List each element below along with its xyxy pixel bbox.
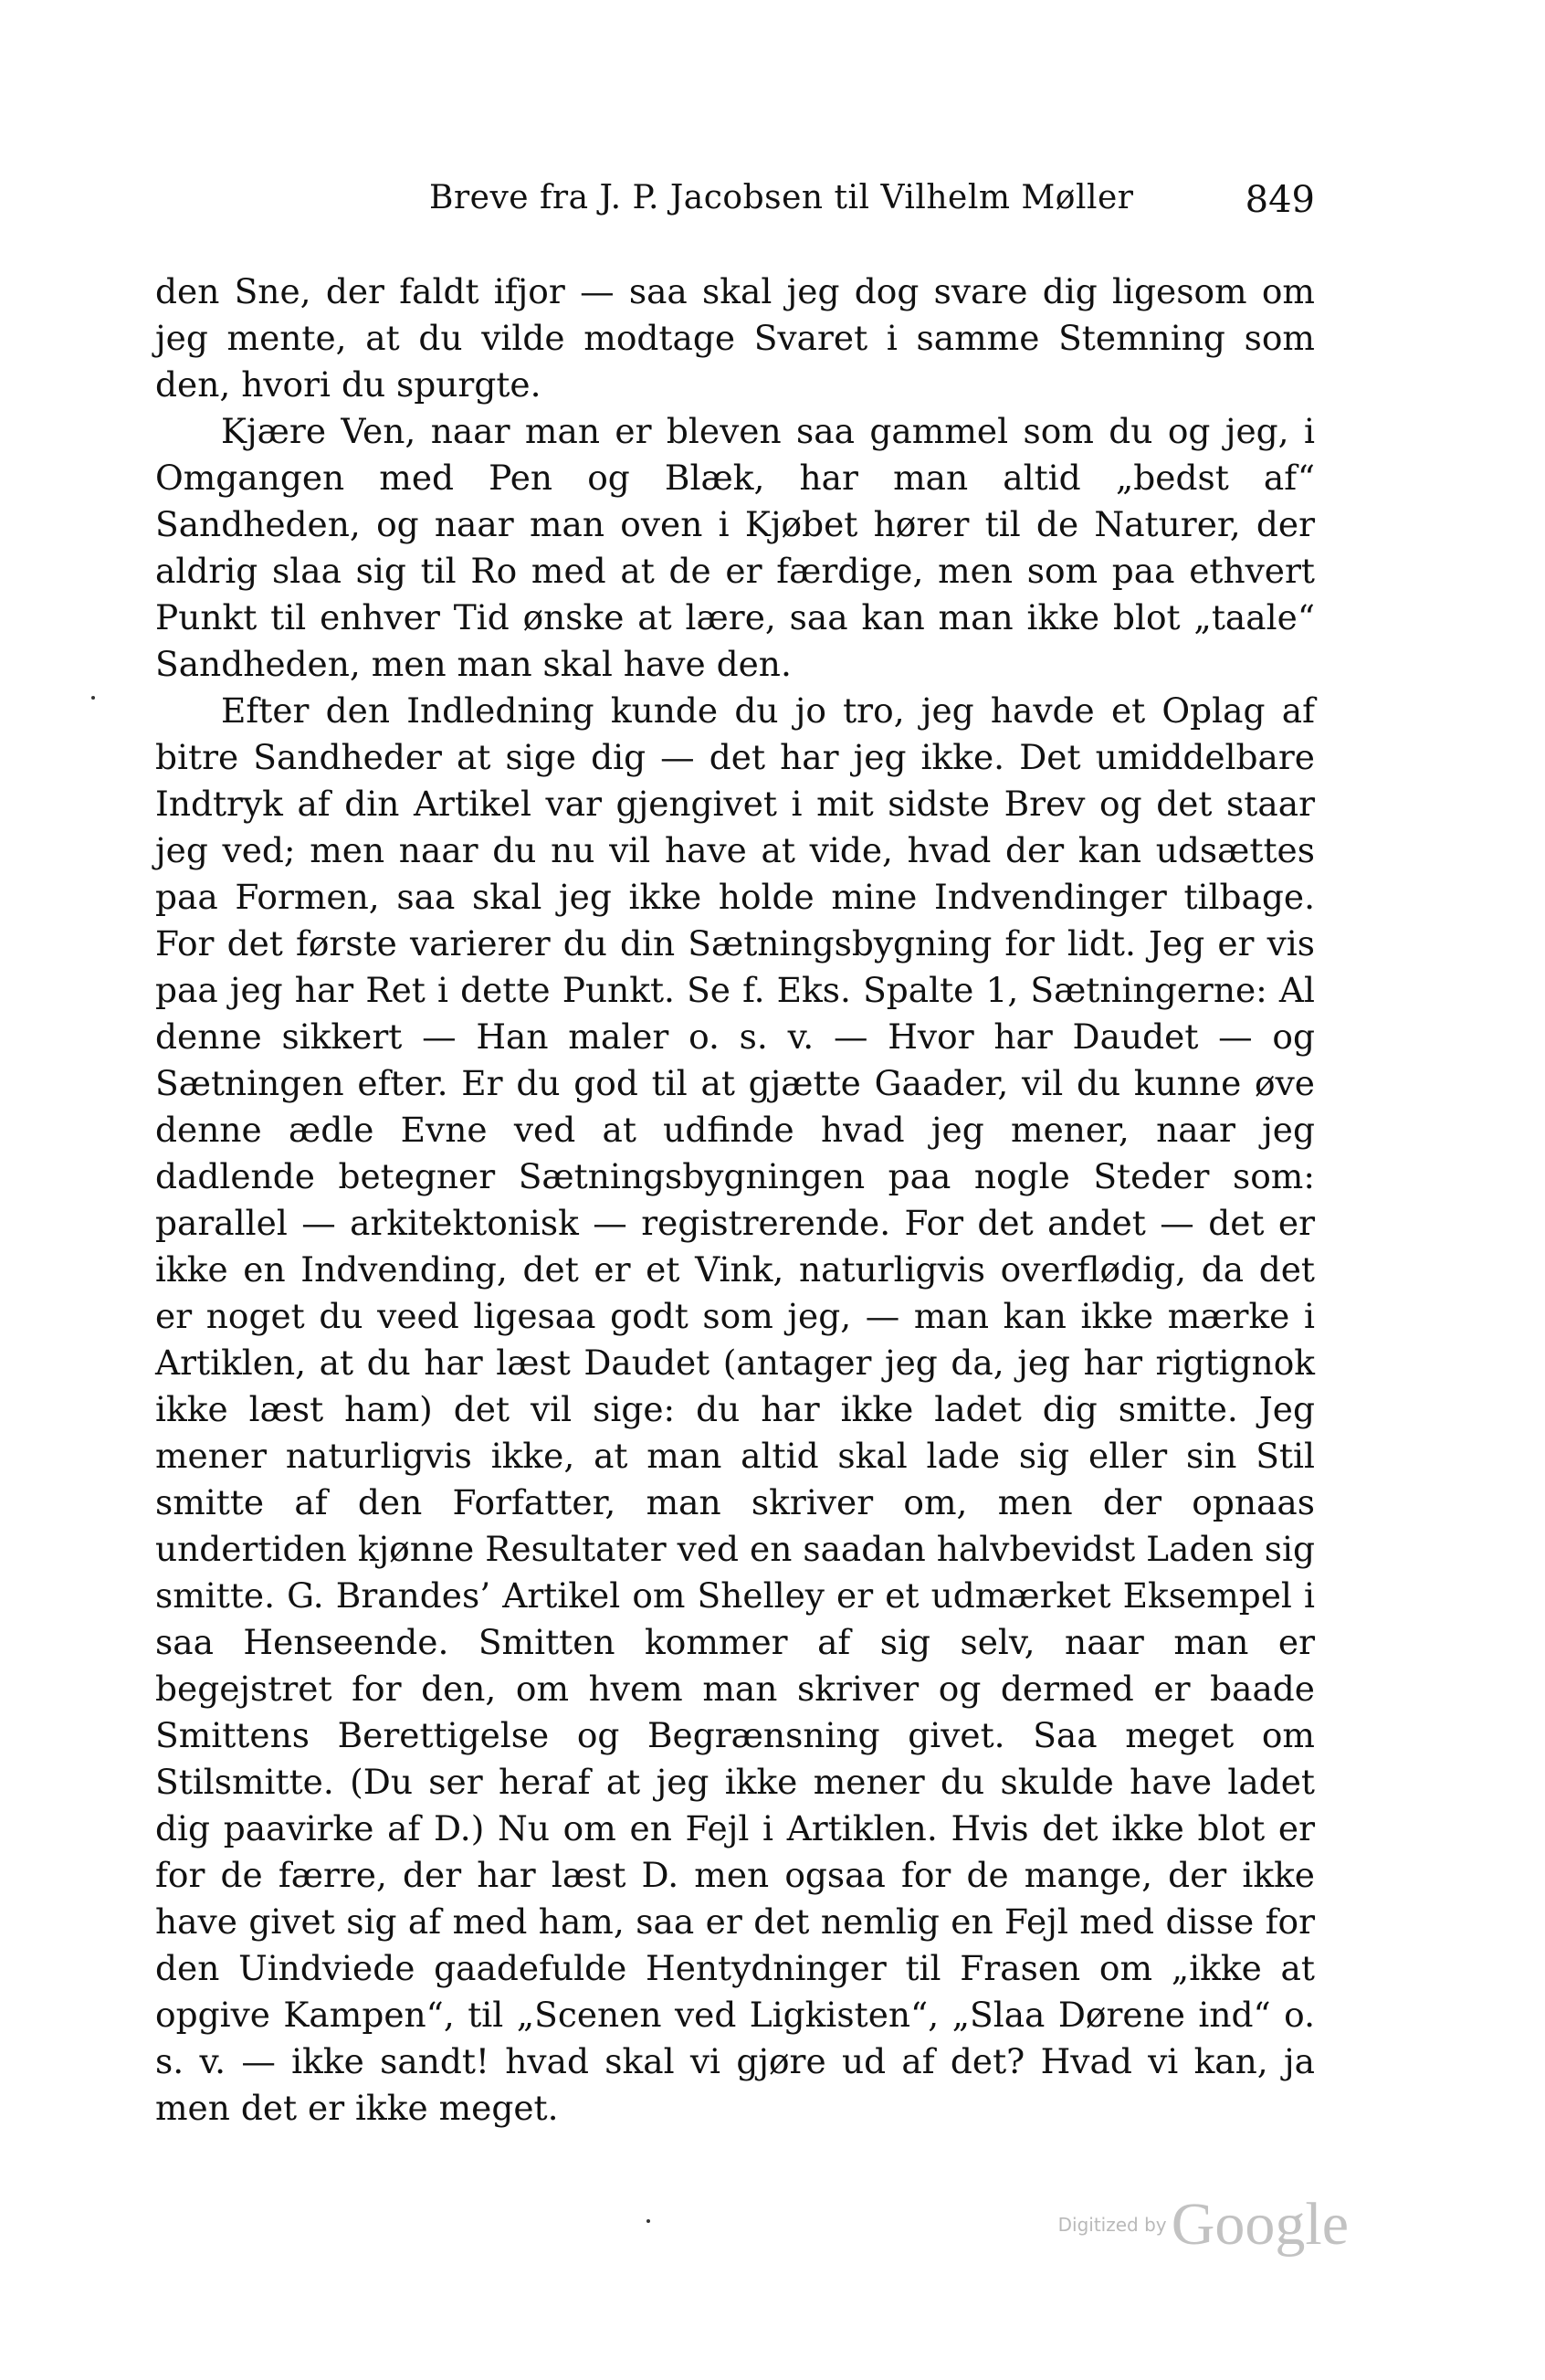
bottom-speck: [646, 2219, 650, 2223]
paragraph-2: Kjære Ven, naar man er bleven saa gammel som du og jeg, i Omgangen med Pen og Blæk, har man altid „bedst af“ Sandheden, og naar man oven i Kjøbet hører til de Naturer, der aldrig slaa sig til Ro med at de er færdige, men som paa ethvert Punkt til enhver Tid ønske at lære, saa kan man ikke blot „taale“ Sandheden, men man skal have den.: [155, 411, 1315, 684]
letter-body: [155, 269, 1315, 2132]
paragraph-3: Efter den Indledning kunde du jo tro, jeg havde et Oplag af bitre Sandheder at sige dig — det har jeg ikke. Det umiddelbare Indtryk af din Artikel var gjengivet i mit sidste Brev og det staar jeg ved; men naar du nu vil have at vide, hvad der kan udsættes paa Formen, saa skal jeg ikke holde mine Indvendinger tilbage. For det første varierer du din Sætningsbygning for lidt. Jeg er vis paa jeg har Ret i dette Punkt. Se f. Eks. Spalte 1, Sætningerne: Al denne sikkert — Han maler o. s. v. — Hvor har Daudet — og Sætningen efter. Er du god til at gjætte Gaader, vil du kunne øve denne ædle Evne ved at udfinde hvad jeg mener, naar jeg dadlende betegner Sætningsbygningen paa nogle Steder som: parallel — arkitektonisk — registrerende. For det andet — det er ikke en Indvending, det er et Vink, naturligvis overflødig, da det er noget du veed ligesaa godt som jeg, — man kan ikke mærke i Artiklen, at du har læst Daudet (antager jeg da, jeg har rigtignok ikke læst ham) det vil sige: du har ikke ladet dig smitte. Jeg mener naturligvis ikke, at man altid skal lade sig eller sin Stil smitte af den Forfatter, man skriver om, men der opnaas undertiden kjønne Resultater ved en saadan halvbevidst Laden sig smitte. G. Brandes’ Artikel om Shelley er et udmærket Eksempel i saa Henseende. Smitten kommer af sig selv, naar man er begejstret for den, om hvem man skriver og dermed er baade Smittens Berettigelse og Begrænsning givet. Saa meget om Stilsmitte. (Du ser heraf at jeg ikke mener du skulde have ladet dig paavirke af D.) Nu om en Fejl i Artiklen. Hvis det ikke blot er for de færre, der har læst D. men ogsaa for de mange, der ikke have givet sig af med ham, saa er det nemlig en Fejl med disse for den Uindviede gaadefulde Hentydninger til Frasen om „ikke at opgive Kampen“, til „Scenen ved Ligkisten“, „Slaa Dørene ind“ o. s. v. — ikke sandt! hvad skal vi gjøre ud af det? Hvad vi kan, ja men det er ikke meget.: [155, 690, 1315, 2128]
paragraph-1: den Sne, der faldt ifjor — saa skal jeg dog svare dig ligesom om jeg mente, at du vilde modtage Svaret i samme Stemning som den, hvori du spurgte.: [155, 271, 1315, 405]
google-logo: Google: [1171, 2191, 1349, 2258]
running-title: Breve fra J. P. Jacobsen til Vilhelm Møller: [429, 179, 1134, 216]
margin-speck: [91, 696, 95, 700]
digitized-by-google-watermark: [1058, 2190, 1349, 2259]
page-number: 849: [1245, 179, 1315, 221]
page-header: [155, 179, 1315, 234]
digitized-by-label: Digitized by: [1057, 2214, 1167, 2236]
